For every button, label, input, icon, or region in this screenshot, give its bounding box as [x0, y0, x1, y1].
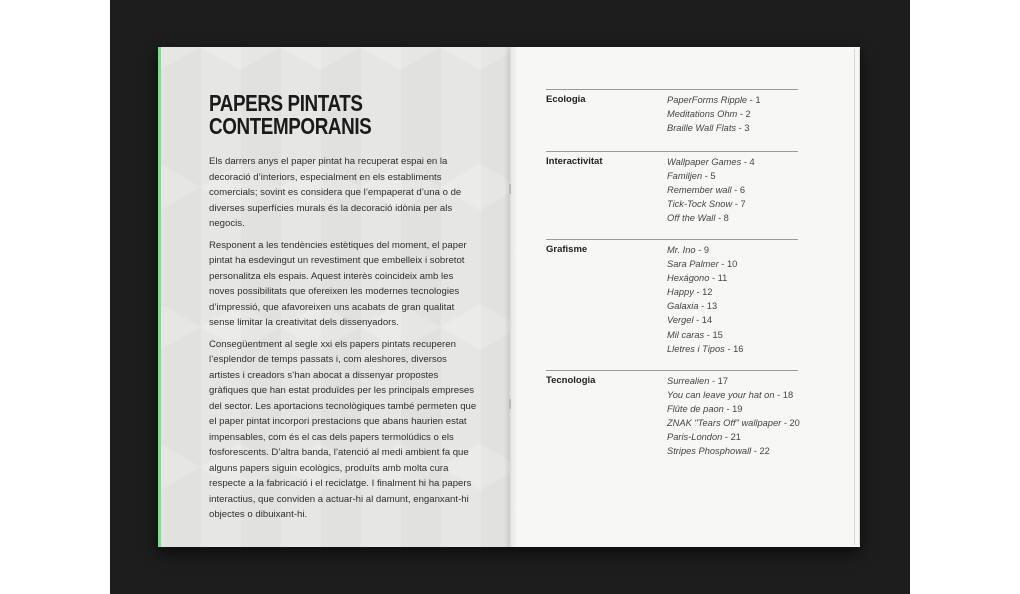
toc-section: [546, 89, 798, 134]
staple: [509, 184, 511, 194]
toc-item: Remember wall - 6: [667, 185, 746, 196]
toc-item: Paris-London - 21: [667, 432, 741, 443]
paragraph: Consegüentment al segle xxi els papers pintats recuperen l’esplendor de temps passats i, com aleshores, diversos artistes i creadors s’han abocat a dissenyar propostes gràfiques que han estat produïdes per les principals empreses del sector. Les aportacions tecnològiques també permeten que el paper pintat incorpori prestacions que abans haurien estat impensables, com és el cas dels papers termolúdics o els fosforescents. D’altra banda, l’atenció al medi ambient fa que alguns papers siguin ecològics, produïts amb molta cura respecte a la fabricació i el reciclatge. I finalment hi ha papers interactius, que conviden a actuar-hi al damunt, enganxant-hi objectes o dibuixant-hi.: [209, 338, 477, 520]
toc-item: PaperForms Ripple - 1: [667, 95, 761, 105]
toc-item: Braille Wall Flats - 3: [667, 123, 750, 134]
toc-item: Happy - 12: [667, 287, 713, 298]
toc-item: Sara Palmer - 10: [667, 259, 738, 270]
section-items: [667, 93, 807, 135]
section-heading: Ecologia: [546, 94, 586, 105]
toc-section: [546, 370, 800, 457]
toc-item: Off the Wall - 8: [667, 213, 729, 224]
toc-item: Wallpaper Games - 4: [667, 157, 755, 167]
toc-item: Familjen - 5: [667, 171, 716, 182]
toc-item: Flûte de paon - 19: [667, 404, 743, 415]
paragraph: Els darrers anys el paper pintat ha recuperat espai en la decoració d’interiors, especialment en els establiments comercials; sovint es considera que l’empaperat d’una o de diverses superfícies murals és la decoració idònia per als negocis.: [209, 156, 462, 229]
toc-item: Mr. Ino - 9: [667, 245, 710, 255]
booklet-spine: [504, 47, 518, 547]
toc-item: Hexágono - 11: [667, 273, 728, 284]
section-items: [667, 155, 807, 225]
open-booklet: [158, 47, 860, 547]
staple: [509, 399, 511, 409]
left-page: [158, 47, 510, 547]
intro-text: [209, 154, 479, 529]
section-heading: Interactivitat: [546, 156, 603, 167]
toc-item: Stripes Phosphowall - 22: [667, 446, 770, 457]
section-heading: Tecnologia: [546, 375, 596, 386]
toc-section: [546, 151, 798, 224]
page-title: PAPERS PINTATS CONTEMPORANIS: [209, 90, 372, 139]
toc-item: Surrealien - 17: [667, 376, 728, 386]
toc-item: Mil caras - 15: [667, 329, 723, 340]
toc-item: You can leave your hat on - 18: [667, 390, 794, 401]
toc-item: ZNAK "Tears Off" wallpaper - 20: [667, 418, 800, 429]
section-heading: Grafisme: [546, 244, 588, 255]
toc-item: Galaxia - 13: [667, 301, 718, 312]
page-edges: [854, 49, 860, 545]
toc-item: Tick-Tock Snow - 7: [667, 199, 746, 210]
paragraph: Responent a les tendències estètiques del moment, el paper pintat ha esdevingut un revestiment que embelleix i sobretot personalitza els espais. Aquest interès coincideix amb les noves possibilitats que ofereixen les modernes tecnologies d’impressió, que afavoreixen uns acabats de gran qualitat sense limitar la creativitat dels dissenyadors.: [209, 239, 467, 328]
section-items: [667, 374, 807, 459]
toc-section: [546, 239, 798, 354]
toc-item: Lletres i Tipos - 16: [667, 343, 744, 354]
toc-item: Vergel - 14: [667, 315, 713, 326]
section-items: [667, 243, 807, 356]
toc-item: Meditations Ohm - 2: [667, 109, 751, 120]
